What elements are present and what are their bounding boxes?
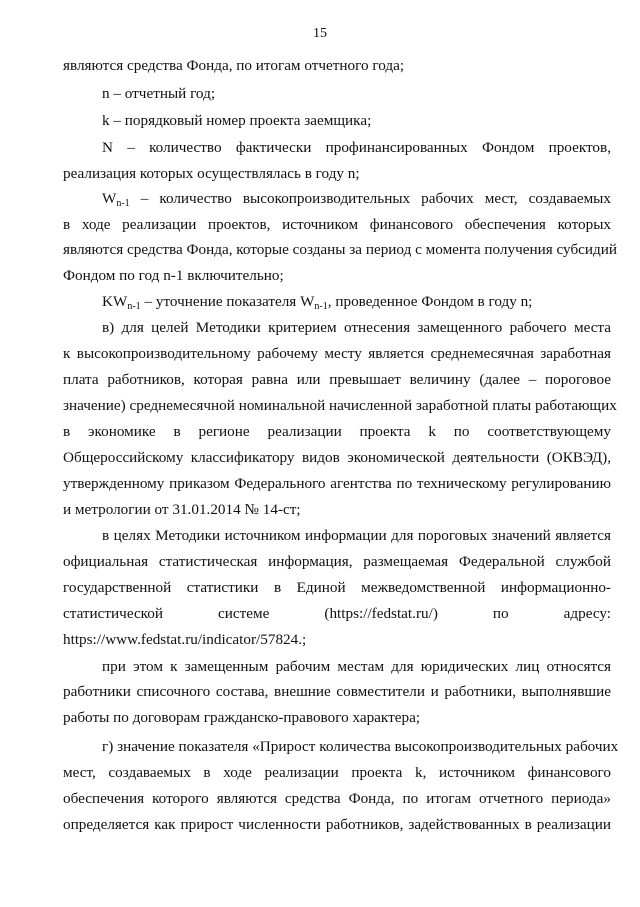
text-line: значение) среднемесячной номинальной начисленной заработной платы работающих — [63, 397, 617, 414]
text-line: к высокопроизводительному рабочему месту является среднемесячная заработная — [63, 345, 611, 362]
variable-symbol: KW — [102, 293, 128, 310]
text-line-url: https://www.fedstat.ru/indicator/57824.; — [63, 631, 307, 648]
text-line: плата работников, которая равна или превышает величину (далее – пороговое — [63, 371, 611, 388]
variable-symbol: W — [102, 190, 117, 207]
text-line-formula — [102, 292, 611, 312]
text-line: Общероссийскому классификатору видов экономической деятельности (ОКВЭД), — [63, 449, 611, 466]
text-line: в целях Методики источником информации для пороговых значений является — [102, 527, 611, 544]
variable-subscript: n-1 — [314, 301, 328, 312]
text-fragment: – количество высокопроизводительных рабочих мест, создаваемых — [129, 190, 611, 207]
text-line: при этом к замещенным рабочим местам для юридических лиц относятся — [102, 658, 611, 675]
text-line: являются средства Фонда, по итогам отчетного года; — [63, 57, 405, 74]
text-fragment: , проведенное Фондом в году n; — [327, 293, 533, 310]
text-line: n – отчетный год; — [102, 85, 216, 102]
text-line: реализация которых осуществлялась в году n; — [63, 165, 360, 182]
text-line: определяется как прирост численности работников, задействованных в реализации — [63, 816, 611, 833]
text-line: N – количество фактически профинансированных Фондом проектов, — [102, 139, 611, 156]
text-line: являются средства Фонда, которые созданы за период с момента получения субсидий — [63, 241, 618, 258]
text-line: работники списочного состава, внешние совместители и работники, выполнявшие — [63, 683, 611, 700]
page-number: 15 — [313, 26, 327, 41]
text-line: мест, создаваемых в ходе реализации проекта k, источником финансового — [63, 764, 611, 781]
text-line: обеспечения которого являются средства Фонда, по итогам отчетного периода» — [63, 790, 611, 807]
text-line: в ходе реализации проектов, источником финансового обеспечения которых — [63, 216, 611, 233]
text-line: работы по договорам гражданско-правового характера; — [63, 709, 421, 726]
text-line: Фондом по год n-1 включительно; — [63, 267, 284, 284]
text-line: государственной статистики в Единой межведомственной информационно- — [63, 579, 611, 596]
text-fragment: – уточнение показателя W — [140, 293, 315, 310]
text-line: г) значение показателя «Прирост количества высокопроизводительных рабочих — [102, 738, 619, 755]
variable-subscript: n-1 — [127, 301, 141, 312]
text-line-formula — [102, 189, 611, 209]
text-line: официальная статистическая информация, размещаемая Федеральной службой — [63, 553, 611, 570]
text-line: статистической системе (https://fedstat.ru/) по адресу: — [63, 605, 611, 622]
text-line: и метрологии от 31.01.2014 № 14-ст; — [63, 501, 301, 518]
text-line: k – порядковый номер проекта заемщика; — [102, 112, 372, 129]
variable-subscript: n-1 — [116, 198, 130, 209]
text-line: в экономике в регионе реализации проекта k по соответствующему — [63, 423, 611, 440]
text-line: утвержденному приказом Федерального агентства по техническому регулированию — [63, 475, 611, 492]
text-line: в) для целей Методики критерием отнесения замещенного рабочего места — [102, 319, 611, 336]
